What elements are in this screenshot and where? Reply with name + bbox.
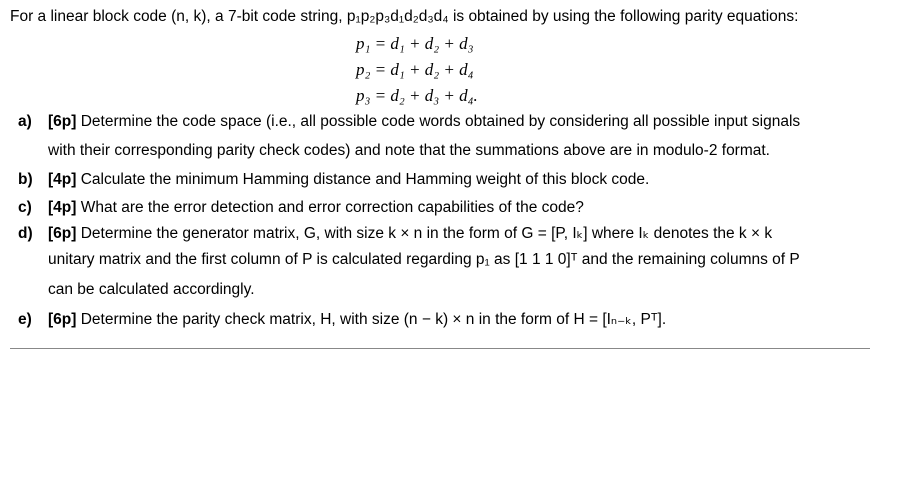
question-d-text: Determine the generator matrix, G, with size k × n in the form of G = [P, Iₖ] where Iₖ denotes the k × k: [76, 225, 773, 242]
question-a-points: [6p]: [48, 113, 77, 130]
equation-p2: p₂ = d₁ + d₂ + d₄: [356, 60, 474, 79]
question-c-points: [4p]: [48, 199, 77, 216]
intro-text: For a linear block code (n, k), a 7-bit code string, p₁p₂p₃d₁d₂d₃d₄ is obtained by using the following parity equations:: [10, 8, 799, 25]
question-b-text: Calculate the minimum Hamming distance and Hamming weight of this block code.: [76, 171, 650, 188]
question-b: [18, 171, 649, 189]
question-e-points: [6p]: [48, 311, 77, 328]
question-c-text: What are the error detection and error correction capabilities of the code?: [76, 199, 584, 216]
question-c-label: c): [18, 199, 32, 216]
question-d-continuation-1: unitary matrix and the first column of P is calculated regarding p₁ as [1 1 1 0]ᵀ and the remaining columns of P: [48, 251, 800, 268]
equation-p3: p₃ = d₂ + d₃ + d₄.: [356, 86, 478, 105]
question-a: [18, 113, 800, 131]
question-a-label: a): [18, 113, 32, 130]
question-e-text: Determine the parity check matrix, H, with size (n − k) × n in the form of H = [Iₙ₋ₖ, Pᵀ].: [76, 311, 667, 328]
question-b-points: [4p]: [48, 171, 77, 188]
question-d-points: [6p]: [48, 225, 77, 242]
question-a-continuation: with their corresponding parity check codes) and note that the summations above are in modulo-2 format.: [48, 142, 770, 159]
question-d-label: d): [18, 225, 33, 242]
question-e-label: e): [18, 311, 32, 328]
question-d: [18, 224, 772, 243]
question-a-text: Determine the code space (i.e., all possible code words obtained by considering all possible input signals: [76, 113, 801, 130]
question-b-label: b): [18, 171, 33, 188]
question-e: [18, 310, 666, 329]
question-d-continuation-2: can be calculated accordingly.: [48, 281, 255, 298]
question-c: [18, 199, 584, 217]
divider-line: [10, 348, 870, 349]
equation-p1: p₁ = d₁ + d₂ + d₃: [356, 34, 474, 53]
